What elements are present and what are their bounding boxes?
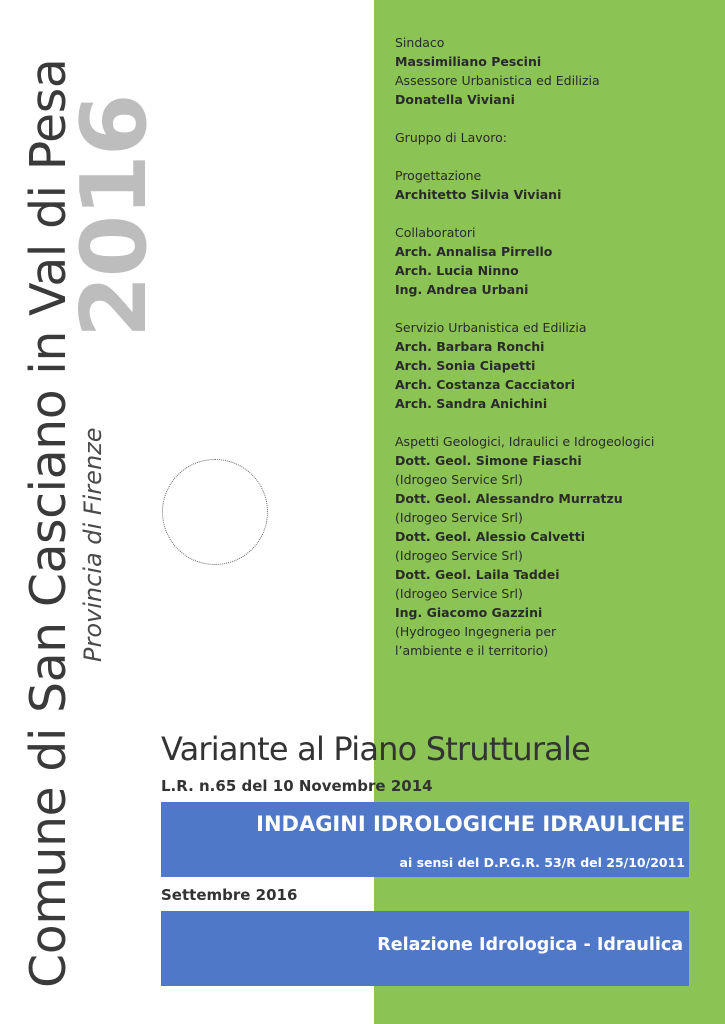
- credits-line: (Idrogeo Service Srl): [395, 510, 523, 525]
- credits-line: Dott. Geol. Simone Fiaschi: [395, 453, 582, 468]
- credits-line: Ing. Giacomo Gazzini: [395, 605, 543, 620]
- credits-line: Gruppo di Lavoro:: [395, 130, 508, 145]
- credits-line: Aspetti Geologici, Idraulici e Idrogeologici: [395, 434, 655, 449]
- credits-line: Sindaco: [395, 35, 445, 50]
- credits-line: Dott. Geol. Alessandro Murratzu: [395, 491, 623, 506]
- credits-spacer: [395, 299, 715, 318]
- credits-spacer: [395, 413, 715, 432]
- section-subtitle: ai sensi del D.P.G.R. 53/R del 25/10/2011: [399, 855, 685, 870]
- credits-line: Ing. Andrea Urbani: [395, 282, 529, 297]
- credits-line: Servizio Urbanistica ed Edilizia: [395, 320, 587, 335]
- law-reference: L.R. n.65 del 10 Novembre 2014: [161, 777, 433, 795]
- credits-line: Arch. Sonia Ciapetti: [395, 358, 536, 373]
- document-title: Variante al Piano Strutturale: [161, 730, 590, 768]
- year-watermark: 2016: [62, 95, 167, 338]
- credits-line: (Idrogeo Service Srl): [395, 548, 523, 563]
- credits-line: Arch. Costanza Cacciatori: [395, 377, 575, 392]
- credits-spacer: [395, 109, 715, 128]
- document-banner: [161, 911, 689, 986]
- document-type: Relazione Idrologica - Idraulica: [377, 935, 683, 955]
- seal-placeholder-circle: [162, 459, 268, 565]
- credits-spacer: [395, 204, 715, 223]
- credits-line: Progettazione: [395, 168, 482, 183]
- credits-line: Massimiliano Pescini: [395, 54, 542, 69]
- credits-line: (Hydrogeo Ingegneria per: [395, 624, 557, 639]
- credits-line: (Idrogeo Service Srl): [395, 472, 523, 487]
- credits-line: Donatella Viviani: [395, 92, 515, 107]
- credits-line: Arch. Barbara Ronchi: [395, 339, 545, 354]
- credits-line: Arch. Lucia Ninno: [395, 263, 519, 278]
- credits-line: l’ambiente e il territorio): [395, 643, 549, 658]
- publication-date: Settembre 2016: [161, 886, 298, 904]
- comune-title: Comune di San Casciano in Val di Pesa: [20, 58, 77, 988]
- credits-line: Dott. Geol. Alessio Calvetti: [395, 529, 586, 544]
- credits-line: Arch. Sandra Anichini: [395, 396, 548, 411]
- credits-spacer: [395, 147, 715, 166]
- credits-line: Arch. Annalisa Pirrello: [395, 244, 553, 259]
- credits-line: (Idrogeo Service Srl): [395, 586, 523, 601]
- credits-line: Assessore Urbanistica ed Edilizia: [395, 73, 600, 88]
- section-title: INDAGINI IDROLOGICHE IDRAULICHE: [256, 812, 685, 836]
- credits-line: Architetto Silvia Viviani: [395, 187, 562, 202]
- section-banner: [161, 802, 689, 877]
- credits-list: [395, 33, 715, 660]
- credits-line: Collaboratori: [395, 225, 476, 240]
- provincia-subtitle: Provincia di Firenze: [79, 427, 107, 662]
- credits-line: Dott. Geol. Laila Taddei: [395, 567, 560, 582]
